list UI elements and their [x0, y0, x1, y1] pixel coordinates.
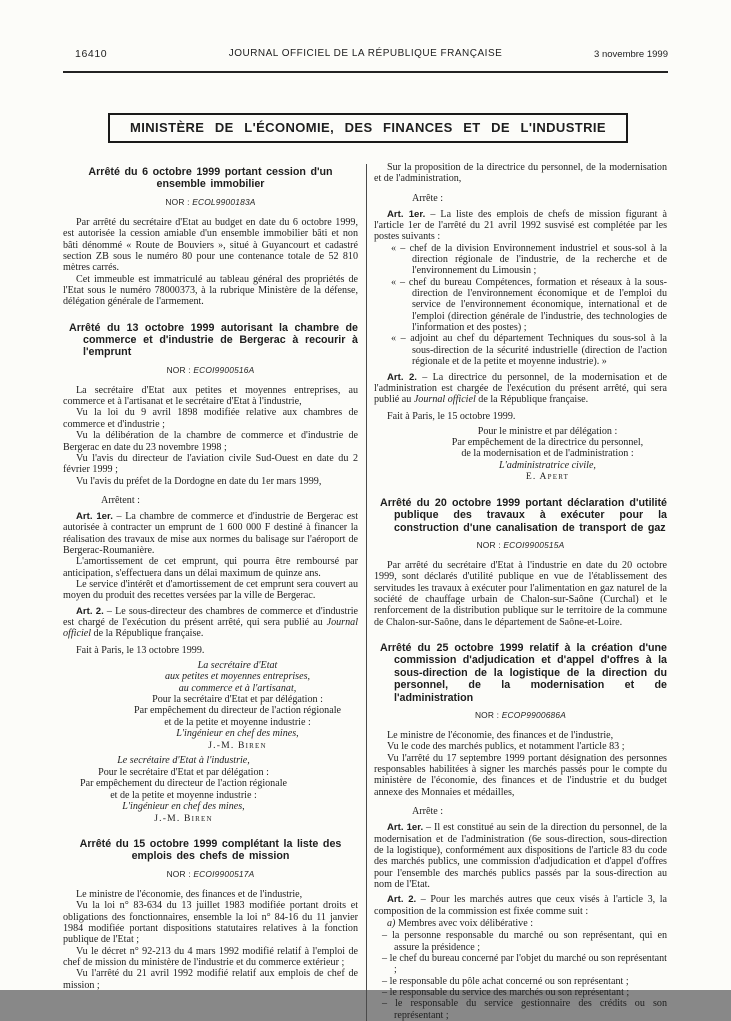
article-text: de la République française. [91, 628, 204, 640]
paragraph: La secrétaire d'Etat aux petites et moyennes entreprises, au commerce et à l'artisanat et le secrétaire d'Etat à l'industrie, [63, 384, 358, 408]
signature-block [63, 660, 358, 752]
list-text: Membres avec voix délibérative : [395, 917, 534, 929]
journal-officiel-italic: Journal officiel [413, 394, 476, 406]
text-columns [63, 162, 668, 1021]
page-number: 16410 [75, 48, 108, 60]
signature-line: Pour le ministre et par délégation : [477, 425, 618, 437]
nor-label: NOR : [476, 540, 504, 551]
section-title: Arrêté du 20 octobre 1999 portant déclaration d'utilité publique des travaux à exécuter pour la construction d'une canalisation de transport de gaz [380, 496, 667, 534]
arrete-line: Arrête : [412, 192, 444, 204]
list-item-dash: – le chef du bureau concerné par l'objet du marché ou son représentant ; [382, 952, 667, 976]
section-arrete-20-octobre [374, 497, 667, 628]
paragraph-vu: Vu le code des marchés publics, et notamment l'article 83 ; [387, 741, 625, 753]
signature-line: Le secrétaire d'Etat à l'industrie, [117, 755, 250, 767]
section-arrete-25-octobre [374, 642, 667, 1021]
nor-line [63, 197, 358, 207]
paragraph-vu: Vu la délibération de la chambre de commerce et d'industrie de Bergerac en date du 23 novembre 1998 ; [63, 430, 358, 453]
nor-code: ECOI9900517A [193, 868, 255, 879]
section-arrete-13-octobre [63, 322, 358, 824]
fait-line: Fait à Paris, le 13 octobre 1999. [76, 644, 205, 656]
article-label: Art. 2. [387, 371, 417, 383]
article-text: de la République française. [475, 394, 589, 406]
article-label: Art. 1er. [387, 208, 426, 220]
article-1 [63, 511, 358, 556]
nor-label: NOR : [166, 364, 194, 375]
signature-line: au commerce et à l'artisanat, [178, 682, 297, 694]
column-divider [366, 164, 367, 1021]
nor-line [374, 710, 667, 720]
nor-code: ECOP9900686A [501, 710, 567, 721]
nor-line [63, 365, 358, 375]
paragraph: Le ministre de l'économie, des finances et de l'industrie, [76, 888, 303, 900]
signature-line: et de la petite et moyenne industrie : [164, 716, 311, 728]
article-label: Art. 2. [76, 605, 104, 617]
section-title: Arrêté du 6 octobre 1999 portant cession d'un ensemble immobilier [88, 166, 333, 191]
ministry-banner: MINISTÈRE DE L'ÉCONOMIE, DES FINANCES ET DE L'INDUSTRIE [108, 113, 628, 143]
nor-line [374, 540, 667, 550]
section-arrete-6-octobre [63, 166, 358, 308]
signature-line: La secrétaire d'Etat [197, 659, 278, 671]
paragraph-vu: Vu l'avis du préfet de la Dordogne en date du 1er mars 1999, [76, 475, 322, 487]
article-text: – La chambre de commerce et d'industrie de Bergerac est autorisée à contracter un emprunt de 1 600 000 F destiné à financer la réalisation des travaux de mise aux normes du balisage sur l'aéroport de Bergerac-Roumanière. [63, 510, 358, 556]
section-arrete-15-octobre-continued [374, 162, 667, 483]
article-2 [374, 894, 667, 917]
paragraph: Par arrêté du secrétaire d'Etat à l'industrie en date du 20 octobre 1999, sont déclarés d'utilité publique en vue de l'établissement des servitudes les travaux à exécuter pour l'alimentation en gaz naturel de la société de chauffage urbain de Chalon-sur-Saône (Curchal) et le renforcement de la distribution publique sur le territoire de la commune de Chalon-sur-Saône, dans le département de Saône-et-Loire. [374, 560, 667, 628]
arrete-line: Arrête : [412, 806, 444, 818]
list-letter: a) [387, 917, 396, 929]
journal-title: JOURNAL OFFICIEL DE LA RÉPUBLIQUE FRANÇAISE [228, 48, 503, 59]
issue-date: 3 novembre 1999 [594, 49, 668, 60]
article-1 [374, 822, 667, 890]
list-item-lettered [374, 918, 667, 929]
signature-line: de la modernisation et de l'administration : [461, 448, 634, 460]
signature-line: Par empêchement de la directrice du personnel, [451, 436, 644, 448]
article-text: – La liste des emplois de chefs de mission figurant à l'article 1er de l'arrêté du 21 avril 1992 susvisé est complétée par les postes suivants : [374, 208, 667, 243]
article-label: Art. 1er. [76, 510, 113, 522]
paragraph-vu: Vu l'avis du directeur de l'aviation civile Sud-Ouest en date du 2 février 1999 ; [63, 452, 358, 476]
section-title: Arrêté du 25 octobre 1999 relatif à la création d'une commission d'adjudication et d'appel d'offres à la sous-direction de la logistique de la direction du personnel, de la modernisation et de l'administration [380, 642, 667, 704]
signature-line: aux petites et moyennes entreprises, [164, 671, 311, 683]
signature-name: J.-M. Biren [208, 739, 267, 751]
signature-line: L'ingénieur en chef des mines, [176, 728, 299, 740]
paragraph: L'amortissement de cet emprunt, qui pourra être remboursé par anticipation, s'effectuera dans un délai maximum de quinze ans. [63, 556, 358, 579]
left-column [63, 162, 358, 1021]
signature-block [63, 755, 358, 824]
paragraph: Le ministre de l'économie, des finances et de l'industrie, [387, 730, 614, 742]
arretent-line: Arrêtent : [101, 494, 140, 506]
nor-label: NOR : [165, 196, 193, 207]
signature-line: Pour le secrétaire d'Etat et par délégation : [98, 766, 269, 778]
article-1 [374, 209, 667, 243]
article-text: – La directrice du personnel, de la modernisation et de l'administration est chargée de l'exécution du présent arrêté, qui sera publié au [374, 371, 667, 406]
signature-name: J.-M. Biren [154, 812, 213, 824]
article-text: – Pour les marchés autres que ceux visés à l'article 3, la composition de la commission est fixée comme suit : [374, 894, 667, 917]
article-text: – Il est constitué au sein de la direction du personnel, de la modernisation et de l'administration (6e sous-direction, sous-direction de la logistique), conformément aux dispositions de l'article 83 du code des marchés publics, une commission d'adjudication et d'appel d'offres pour l'ensemble des marchés publics passés par la sous-direction au nom de l'Etat. [374, 822, 667, 890]
article-text: – Le sous-directeur des chambres de commerce et d'industrie est chargé de l'exécution du présent arrêté, qui sera publié au [63, 605, 358, 628]
section-arrete-15-octobre [63, 838, 358, 991]
nor-label: NOR : [166, 868, 194, 879]
nor-code: ECOI9900516A [193, 364, 255, 375]
article-2 [63, 606, 358, 640]
section-title: Arrêté du 13 octobre 1999 autorisant la chambre de commerce et d'industrie de Bergerac à recourir à l'emprunt [69, 321, 358, 359]
paragraph: Sur la proposition de la directrice du personnel, de la modernisation et de l'administration, [374, 162, 667, 185]
list-item-quoted: « – chef de la division Environnement industriel et sous-sol à la direction régionale de l'industrie, de la recherche et de l'environnement du Limousin ; [391, 242, 667, 277]
fait-line: Fait à Paris, le 15 octobre 1999. [387, 410, 516, 422]
signature-line: Par empêchement du directeur de l'action régionale [134, 705, 341, 717]
paragraph: Par arrêté du secrétaire d'Etat au budget en date du 6 octobre 1999, est autorisée la cession amiable d'un ensemble immobilier bâti et non bâti dénommé « Route de Bouviers », situé à Guyancourt et cadastré section ZB sous le numéro 80 pour une contenance totale de 52 810 mètres carrés. [63, 216, 358, 274]
paragraph-vu: Vu l'arrêté du 21 avril 1992 modifié relatif aux emplois de chef de mission ; [63, 968, 358, 991]
signature-block [374, 426, 667, 483]
paragraph: Le service d'intérêt et d'amortissement de cet emprunt sera couvert au moyen du produit des recettes versées par la ville de Bergerac. [63, 578, 358, 602]
section-title: Arrêté du 15 octobre 1999 complétant la liste des emplois des chefs de mission [79, 838, 342, 863]
paragraph-vu: Vu le décret n° 92-213 du 4 mars 1992 modifié relatif à l'emploi de chef de mission du ministère de l'industrie et du commerce extérieur ; [63, 945, 358, 968]
signature-line: L'administratrice civile, [499, 459, 596, 471]
signature-line: et de la petite et moyenne industrie : [110, 789, 257, 801]
list-item-dash: – le responsable du service des marchés ou son représentant ; [382, 986, 630, 998]
nor-line [63, 869, 358, 879]
paragraph-vu: Vu l'arrêté du 17 septembre 1999 portant désignation des personnes responsables habilitées à signer les marchés passés pour le compte du ministère de l'économie, des finances et de l'industrie et du budget annexe des Monnaies et médailles, [374, 752, 667, 798]
nor-code: ECOI9900515A [503, 540, 565, 551]
article-label: Art. 1er. [387, 822, 424, 834]
paragraph: Cet immeuble est immatriculé au tableau général des propriétés de l'Etat sous le numéro 78000373, à la rubrique Ministère de la défense, délégation générale de l'armement. [63, 273, 358, 308]
signature-name: E. Apert [525, 471, 570, 483]
article-label: Art. 2. [387, 894, 417, 906]
right-column [374, 162, 667, 1021]
paragraph-vu: Vu la loi n° 83-634 du 13 juillet 1983 modifiée portant droits et obligations des fonctionnaires, ensemble la loi n° 84-16 du 11 janvier 1984 modifiée portant dispositions statutaires relatives à la fonction publique de l'Etat ; [63, 900, 358, 946]
header-rule [63, 71, 668, 73]
article-2 [374, 372, 667, 406]
signature-line: Par empêchement du directeur de l'action régionale [80, 778, 287, 790]
list-item-dash: – la personne responsable du marché ou son représentant, qui en assure la présidence ; [382, 930, 667, 953]
signature-line: Pour la secrétaire d'Etat et par délégation : [152, 694, 323, 706]
list-item-quoted: « – adjoint au chef du département Techniques du sous-sol à la sous-direction de la sécurité industrielle (direction de l'action régionale et de la petite et moyenne industrie). » [391, 333, 667, 368]
nor-code: ECOL9900183A [192, 196, 256, 207]
list-item-quoted: « – chef du bureau Compétences, formation et réseaux à la sous-direction de l'environnement économique et de l'emploi du service de l'environnement économique, international et de l'emploi (direction générale de l'industrie, des technologies de l'information et des postes) ; [391, 276, 667, 334]
list-item-dash: – le responsable du service gestionnaire des crédits ou son représentant ; [382, 998, 667, 1021]
signature-line: L'ingénieur en chef des mines, [122, 801, 245, 813]
journal-officiel-italic: Journal officiel [63, 616, 358, 640]
list-item-dash: – le responsable du pôle achat concerné ou son représentant ; [382, 975, 629, 987]
running-head [63, 47, 668, 63]
paragraph-vu: Vu la loi du 9 avril 1898 modifiée relative aux chambres de commerce et d'industrie ; [63, 407, 358, 430]
nor-label: NOR : [474, 710, 502, 721]
